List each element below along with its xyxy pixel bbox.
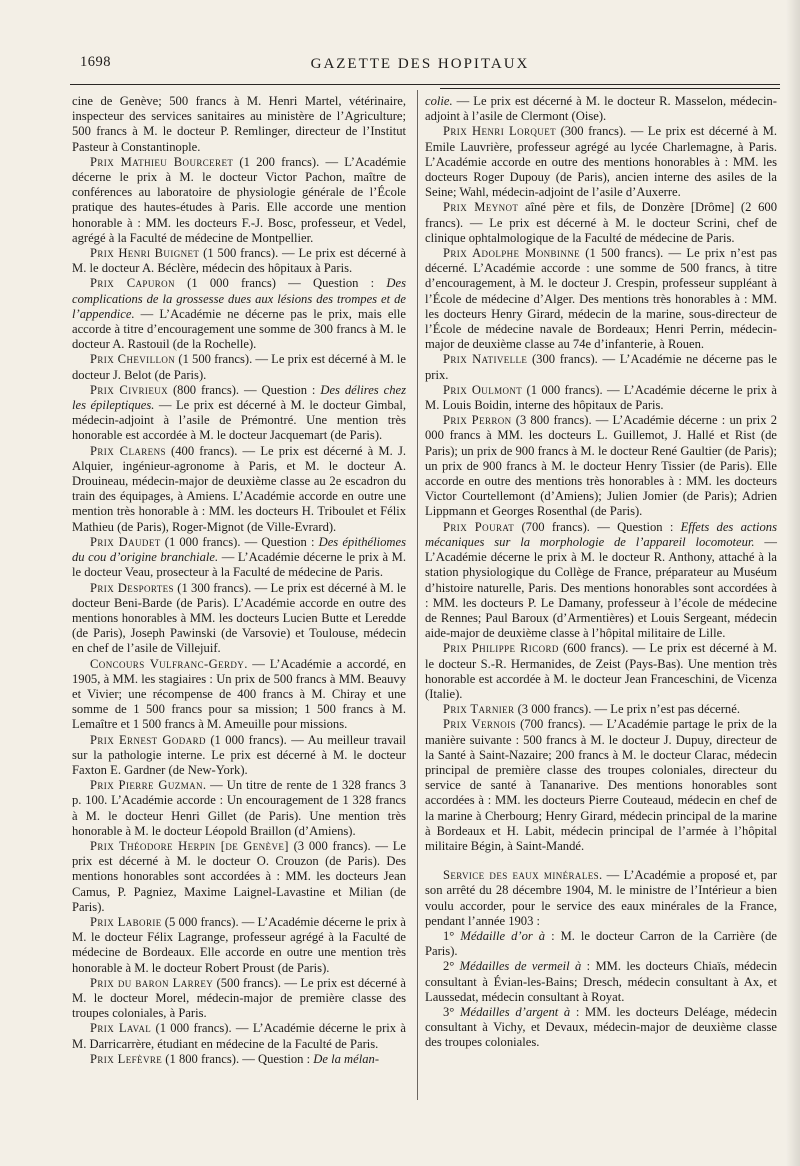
header-rule-double	[440, 88, 780, 89]
paragraph-text: (700 francs). — Question :	[514, 519, 681, 534]
paragraph-text: 1°	[443, 928, 461, 943]
prize-name: Prix Henri Buignet	[90, 246, 200, 261]
prize-name: Prix Lefèvre	[90, 1051, 163, 1066]
prize-name: Prix Perron	[443, 413, 512, 428]
prize-name: Prix Philippe Ricord	[443, 641, 559, 656]
prize-name: Prix Meynot	[443, 200, 519, 215]
question-italic: Effets des actions mécaniques sur la morphologie de l’appareil locomoteur.	[425, 519, 777, 549]
prize-name: Service des eaux minérales	[443, 868, 600, 883]
prize-paragraph	[72, 94, 406, 155]
prize-paragraph	[72, 155, 406, 246]
prize-name: Prix Civrieux	[90, 382, 169, 397]
paragraph-text: (1 000 francs). — Question :	[160, 534, 319, 549]
prize-paragraph	[425, 868, 777, 929]
paragraph-text: : M. le docteur Carron de la Carrière (de Paris).	[425, 928, 778, 959]
prize-name: Prix Pourat	[443, 519, 515, 534]
question-italic: colie.	[425, 94, 453, 108]
prize-paragraph	[72, 276, 406, 352]
paragraph-text: (300 francs). — Le prix est décerné à M. Emile Lauvrière, professeur agrégé au lycée Charlemagne, à Paris. L’Académie accorde en outre des mentions honorables à : MM. les docteurs Roger Dupouy (de Paris), ancien interne des asiles de la Seine; Wahl, médecin-adjoint de l’asile d’Auxerre.	[425, 124, 777, 200]
prize-paragraph	[425, 1005, 777, 1051]
paragraph-text: (1 000 francs). — L’Académie décerne le prix à M. Darricarrère, étudiant en médecine de la Faculté de Paris.	[72, 1021, 406, 1051]
paragraph-text: 2°	[443, 959, 460, 974]
prize-paragraph	[425, 124, 777, 200]
prize-name: Prix Laval	[90, 1021, 152, 1036]
question-italic: Des épithéliomes du cou d’origine branchiale.	[72, 534, 406, 565]
prize-paragraph	[72, 1021, 406, 1051]
prize-name: Prix Clarens	[90, 443, 166, 458]
prize-paragraph	[425, 959, 777, 1005]
paragraph-text: (1 500 francs). — Le prix n’est pas décerné. L’Académie accorde : une somme de 500 francs, à titre d’encouragement, à M. le docteur J. Crespin, professeur suppléant à l’École de médecine d’Alger. Des mentions très honorables à : MM. les docteurs Henry Girard, médecin de la marine, sous-directeur de l’École de médecine navale de Bordeaux; Henri Perrin, médecin-major de deuxième classe au 74e d’infanterie, à Rouen.	[425, 246, 777, 352]
prize-paragraph	[72, 246, 406, 276]
prize-name: Prix Daudet	[90, 534, 161, 549]
prize-paragraph	[425, 246, 777, 352]
prize-name: Prix Oulmont	[443, 382, 523, 397]
prize-paragraph	[72, 1052, 406, 1067]
question-italic: Médaille d’or à	[460, 928, 546, 943]
paragraph-text: (1 200 francs). — L’Académie décerne le prix à M. le docteur Victor Pachon, maître de conférences au laboratoire de physiologie générale de l’École pratique des hautes-études à Paris. Elle accorde une mention honorable à : MM. les docteurs F.-J. Bosc, professeur, et Vedel, agrégé à la Faculté de médecine de Montpellier.	[72, 154, 406, 245]
paragraph-text: . — L’Académie a accordé, en 1905, à MM. les stagiaires : Un prix de 500 francs à MM. Beauvy et Vivier; une récompense de 400 francs à M. Chiray et une somme de 1 500 francs pour sa mission; 1 500 francs à M. Lemaître et 1 500 francs à M. Ameuille pour missions.	[72, 656, 407, 732]
prize-name: Prix Henri Lorquet	[443, 124, 556, 139]
prize-paragraph	[425, 94, 777, 124]
paragraph-text: . — L’Académie a proposé et, par son arrêté du 28 décembre 1904, M. le ministre de l’Intérieur a bien voulu accorder, pour le service des eaux minérales de la France, pendant l’année 1903 :	[425, 868, 778, 928]
paragraph-text: — Le prix est décerné à M. le docteur R. Masselon, médecin-adjoint à l’asile de Clermont (Oise).	[425, 94, 777, 124]
page-number: 1698	[80, 54, 111, 70]
paragraph-text: (1 500 francs). — Le prix est décerné à M. le docteur J. Belot (de Paris).	[72, 352, 407, 382]
paragraph-text: (400 francs). — Le prix est décerné à M. J. Alquier, ingénieur-agronome à Paris, et M. le docteur A. Drouineau, médecin-major de deuxième classe au 2e escadron du train des équipages, à Amiens. L’Académie accorde en outre une mention très honorable à : MM. les docteurs H. Triboulet et Félix Mathieu (de Paris), Roger-Mignot (de Ville-Evrard).	[72, 443, 406, 534]
prize-paragraph	[72, 535, 406, 581]
paragraph-text: (3 000 francs). — Le prix est décerné à M. le docteur O. Crouzon (de Paris). Des mentions honorables sont accordées à : MM. les docteurs Jean Camus, P. Pagniez, Maxime Laignel-Lavastine et Milian (de Paris).	[72, 838, 406, 914]
prize-name: Prix Mathieu Bourceret	[90, 154, 234, 169]
prize-paragraph	[72, 915, 406, 976]
paragraph-text: (600 francs). — Le prix est décerné à M. le docteur S.-R. Hermanides, de Zeist (Pays-Bas). Une mention très honorable est accordée à M. le docteur Jean Franceschini, de Vicenza (Italie).	[425, 641, 777, 701]
header-rule	[70, 84, 780, 85]
paragraph-text: (1 000 francs) — Question :	[174, 276, 387, 291]
right-column	[425, 94, 777, 1051]
prize-paragraph	[425, 520, 777, 642]
paragraph-text: — Le prix est décerné à M. le docteur Gimbal, médecin-adjoint à l’asile de Prémontré. Une mention très honorable est accordée à M. le docteur Jacquemart (de Paris).	[72, 398, 407, 443]
prize-name: Prix du baron Larrey	[90, 975, 214, 990]
prize-paragraph	[425, 200, 777, 246]
question-italic: Des complications de la grossesse dues aux lésions des trompes et de l’appendice.	[72, 276, 406, 321]
prize-paragraph	[72, 976, 406, 1022]
paragraph-text: (300 francs). — L’Académie ne décerne pas le prix.	[425, 352, 777, 382]
paragraph-text: (500 francs). — Le prix est décerné à M. le docteur Morel, médecin-major de première classe des troupes coloniales, à Paris.	[72, 975, 406, 1021]
prize-paragraph	[72, 839, 406, 915]
paragraph-text: 3°	[443, 1004, 461, 1019]
paragraph-text: (1 000 francs). — Au meilleur travail sur la pathologie interne. Le prix est décerné à M. le docteur Faxton E. Gardner (de New-York).	[72, 732, 406, 777]
column-divider	[417, 90, 418, 1100]
prize-paragraph	[72, 581, 406, 657]
paragraph-text: cine de Genève; 500 francs à M. Henri Martel, vétérinaire, inspecteur des services sanitaires au ministère de l’Agriculture; 500 francs à M. le docteur P. Remlinger, directeur de l’Institut Pasteur à Constantinople.	[72, 94, 406, 154]
prize-paragraph	[425, 413, 777, 519]
prize-paragraph	[72, 352, 406, 382]
prize-name: Prix Pierre Guzman	[90, 778, 203, 793]
question-italic: Des délires chez les épileptiques.	[72, 382, 406, 413]
paragraph-text: — L’Académie décerne le prix à M. le docteur Veau, prosecteur à la Faculté de médecine de Paris.	[72, 550, 406, 580]
paragraph-text: (700 francs). — L’Académie partage le prix de la manière suivante : 500 francs à M. le docteur J. Dupuy, directeur de la Santé à Saint-Nazaire; 200 francs à M. le docteur Clarac, médecin principal de première classe des troupes coloniales, directeur du service de santé à Tananarive. Des mentions honorables sont accordées à : MM. les docteurs Pierre Couteaud, médecin en chef de la marine à Cherbourg; Henry Girard, médecin principal de la marine à Bordeaux et H. Labit, médecin principal de l’armée à l’hôpital militaire Bégin, à Saint-Mandé.	[425, 717, 777, 853]
paragraph-text: — L’Académie décerne le prix à M. le docteur R. Anthony, attaché à la station physiologique du Collège de France, préparateur au Muséum d’histoire naturelle, Paris. Des mentions honorables sont accordées à : MM. les docteurs P. Le Damany, professeur à l’école de médecine de Rennes; Paul Baroux (d’Armentières) et Louis Sergeant, médecin aide-major de deuxième classe à l’hôpital militaire de Lille.	[425, 534, 777, 641]
running-title: GAZETTE DES HOPITAUX	[310, 56, 530, 72]
paragraph-text: (1 800 francs). — Question :	[162, 1051, 314, 1066]
prize-paragraph	[72, 733, 406, 779]
prize-name: Concours Vulfranc-Gerdy	[90, 656, 245, 671]
paragraph-text: (1 000 francs). — L’Académie décerne le prix à M. Louis Boidin, interne des hôpitaux de Paris.	[425, 382, 777, 413]
page-header	[60, 48, 780, 78]
paragraph-text: aîné père et fils, de Donzère [Drôme] (2 600 francs). — Le prix est décerné à M. le docteur Scrini, chef de clinique ophtalmologique de la Faculté de médecine de Paris.	[425, 200, 777, 245]
prize-name: Prix Ernest Godard	[90, 732, 206, 747]
paragraph-text: — L’Académie ne décerne pas le prix, mais elle accorde à titre d’encouragement une somme de 300 francs à M. le docteur A. Rastouil (de la Rochelle).	[72, 306, 406, 352]
paragraph-text: (1 300 francs). — Le prix est décerné à M. le docteur Beni-Barde (de Paris). L’Académie accorde en outre des mentions honorables à MM. les docteurs Lucien Butte et Leredde (de Paris), Joseph Pawinski (de Varsovie) et Toulouse, médecin en chef de l’asile de Villejuif.	[72, 580, 406, 656]
prize-paragraph	[425, 717, 777, 854]
paragraph-text: . — Un titre de rente de 1 328 francs 3 p. 100. L’Académie accorde : Un encouragement de 1 328 francs à M. le docteur Henri Gillet (de Paris). Une mention très honorable à M. le docteur Léopold Braillon (d’Amiens).	[72, 778, 406, 838]
prize-name: Prix Théodore Herpin [de Genève]	[90, 838, 289, 853]
paragraph-text: : MM. les docteurs Deléage, médecin consultant à Vichy, et Devaux, médecin-major de deuxième classe des troupes coloniales.	[425, 1004, 777, 1050]
prize-name: Prix Nativelle	[443, 352, 528, 367]
prize-paragraph	[425, 702, 777, 717]
prize-name: Prix Tarnier	[443, 702, 515, 717]
prize-paragraph	[72, 778, 406, 839]
prize-paragraph	[72, 657, 406, 733]
prize-paragraph	[425, 383, 777, 413]
paragraph-text: (1 500 francs). — Le prix est décerné à M. le docteur A. Béclère, médecin des hôpitaux à Paris.	[72, 246, 406, 276]
prize-name: Prix Adolphe Monbinne	[443, 246, 581, 261]
paragraph-text: (800 francs). — Question :	[168, 382, 321, 397]
prize-paragraph	[425, 929, 777, 959]
question-italic: De la mélan-	[313, 1051, 380, 1066]
paragraph-text: (3 000 francs). — Le prix n’est pas décerné.	[514, 702, 740, 717]
question-italic: Médailles d’argent à	[460, 1004, 571, 1019]
prize-name: Prix Capuron	[90, 276, 175, 291]
prize-paragraph	[425, 352, 777, 382]
prize-paragraph	[425, 641, 777, 702]
left-column	[72, 94, 406, 1067]
prize-name: Prix Desportes	[90, 580, 174, 595]
paragraph-text: (5 000 francs). — L’Académie décerne le prix à M. le docteur Félix Lagrange, professeur agrégé à la Faculté de médecine de Bordeaux. Elle accorde en outre une mention très honorable à M. le docteur Robert Proust (de Paris).	[72, 914, 406, 975]
paragraph-text: (3 800 francs). — L’Académie décerne : un prix 2 000 francs à MM. les docteurs L. Guillemot, J. Hallé et Rist (de Paris); un prix de 900 francs à M. le docteur René Gaultier (de Paris); un prix de 900 francs à M. le docteur Henry Tissier (de Paris). Elle accorde en outre des mentions très honorables à : MM. les docteurs Victor Courtellemont (d’Amiens); Julien Jomier (de Paris); Adrien Lippmann et Georges Rosenthal (de Paris).	[425, 413, 777, 519]
prize-paragraph	[72, 383, 406, 444]
prize-name: Prix Vernois	[443, 717, 516, 732]
question-italic: Médailles de vermeil à	[459, 959, 582, 974]
page-edge-shadow	[786, 0, 800, 1166]
prize-paragraph	[72, 444, 406, 535]
prize-name: Prix Laborie	[90, 914, 162, 929]
prize-name: Prix Chevillon	[90, 352, 176, 367]
paragraph-text: : MM. les docteurs Chiaïs, médecin consultant à Évian-les-Bains; Dresch, médecin consultant à Ax, et Laussedat, médecin consultant à Royat.	[425, 959, 777, 1004]
